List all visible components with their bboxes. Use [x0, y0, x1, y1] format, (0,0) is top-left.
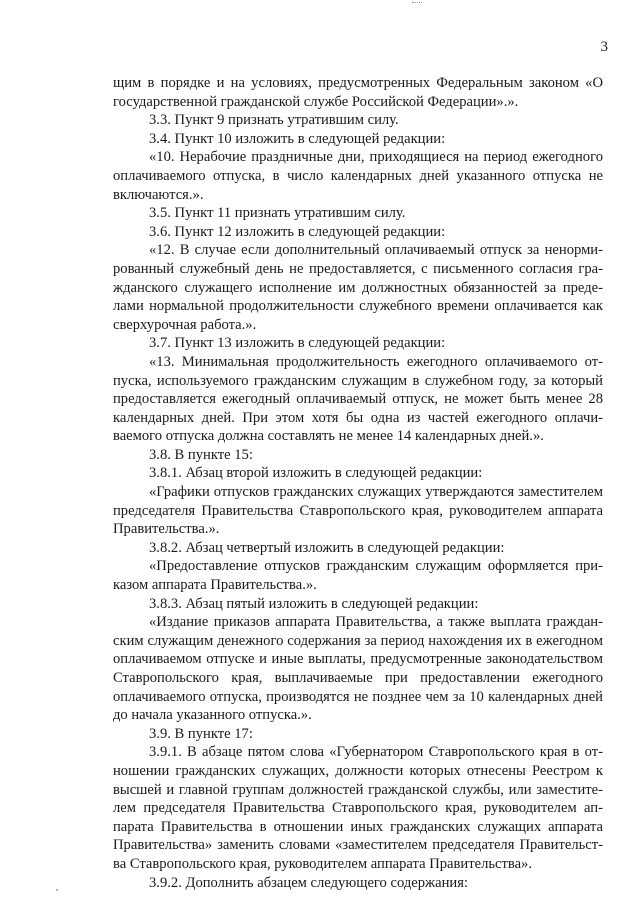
paragraph-3-8-1: 3.8.1. Абзац второй изложить в следующей редакции: [149, 465, 483, 482]
paragraph-3-8-3: 3.8.3. Абзац пятый изложить в следующей редакции: [149, 595, 479, 612]
paragraph-3-6: 3.6. Пункт 12 изложить в следующей редакции: [149, 223, 446, 240]
quote-item-12: «12. В случае если дополнительный оплачиваемый отпуск за ненормированный служебный день не предоставляется, с письменного согласия гражданского служащего исполнение им должностных обязанностей за пределами нормальной продолжительности служебного времени оплачивается как сверхурочная работа.». [113, 242, 603, 333]
paragraph-3-8: 3.8. В пункте 15: [149, 446, 253, 463]
quote-item-10: «10. Нерабочие праздничные дни, приходящиеся на период ежегодного оплачиваемого отпуска, в число календарных дней указанного отпуска не включаются.». [113, 149, 603, 203]
quote-3-8-2: «Предоставление отпусков гражданским служащим оформляется приказом аппарата Правительства.». [113, 558, 603, 594]
paragraph-3-9-2: 3.9.2. Дополнить абзацем следующего содержания: [149, 874, 469, 891]
quote-item-13: «13. Минимальная продолжительность ежегодного оплачиваемого отпуска, используемого гражданским служащим в служебном году, за который предоставляется ежегодный оплачиваемый отпуск, не может быть менее 28 календарных дней. При этом хотя бы одна из частей ежегодного оплачиваемого отпуска должна составлять не менее 14 календарных дней.». [113, 353, 603, 445]
paragraph-3-4: 3.4. Пункт 10 изложить в следующей редакции: [149, 130, 446, 147]
scan-mark-bottom [56, 889, 58, 891]
page-number: 3 [600, 39, 608, 55]
paragraph-3-5: 3.5. Пункт 11 признать утратившим силу. [149, 205, 406, 222]
scan-mark-top [412, 2, 422, 4]
document-body [113, 74, 603, 892]
paragraph-3-9-1: 3.9.1. В абзаце пятом слова «Губернатором Ставропольского края в отношении гражданских служащих, должности которых отнесены Реестром к высшей и главной группам должностей гражданской службы, или заместителем председателя Правительства Ставропольского края, руководителем аппарата Правительства в отношении иных гражданских служащих аппарата Правительства» заменить словами «заместителем председателя Правительства Ставропольского края, руководителем аппарата Правительства». [113, 744, 603, 872]
paragraph-3-8-2: 3.8.2. Абзац четвертый изложить в следующей редакции: [149, 539, 505, 556]
paragraph-3-9: 3.9. В пункте 17: [149, 725, 253, 742]
quote-3-8-3: «Издание приказов аппарата Правительства, а также выплата гражданским служащим денежного содержания за период нахождения их в ежегодном оплачиваемом отпуске и иные выплаты, предусмотренные законодательством Ставропольского края, выплачиваемые при предоставлении ежегодного оплачиваемого отпуска, производятся не позднее чем за 10 календарных дней до начала указанного отпуска.». [113, 614, 603, 724]
paragraph-continuation: щим в порядке и на условиях, предусмотренных Федеральным законом «О государственной гражданской службе Российской Федерации».». [113, 75, 603, 110]
paragraph-3-3: 3.3. Пункт 9 признать утратившим силу. [149, 112, 399, 129]
quote-3-8-1: «Графики отпусков гражданских служащих утверждаются заместителем председателя Правительства Ставропольского края, руководителем аппарата Правительства.». [113, 484, 603, 538]
paragraph-3-7: 3.7. Пункт 13 изложить в следующей редакции: [149, 335, 446, 352]
